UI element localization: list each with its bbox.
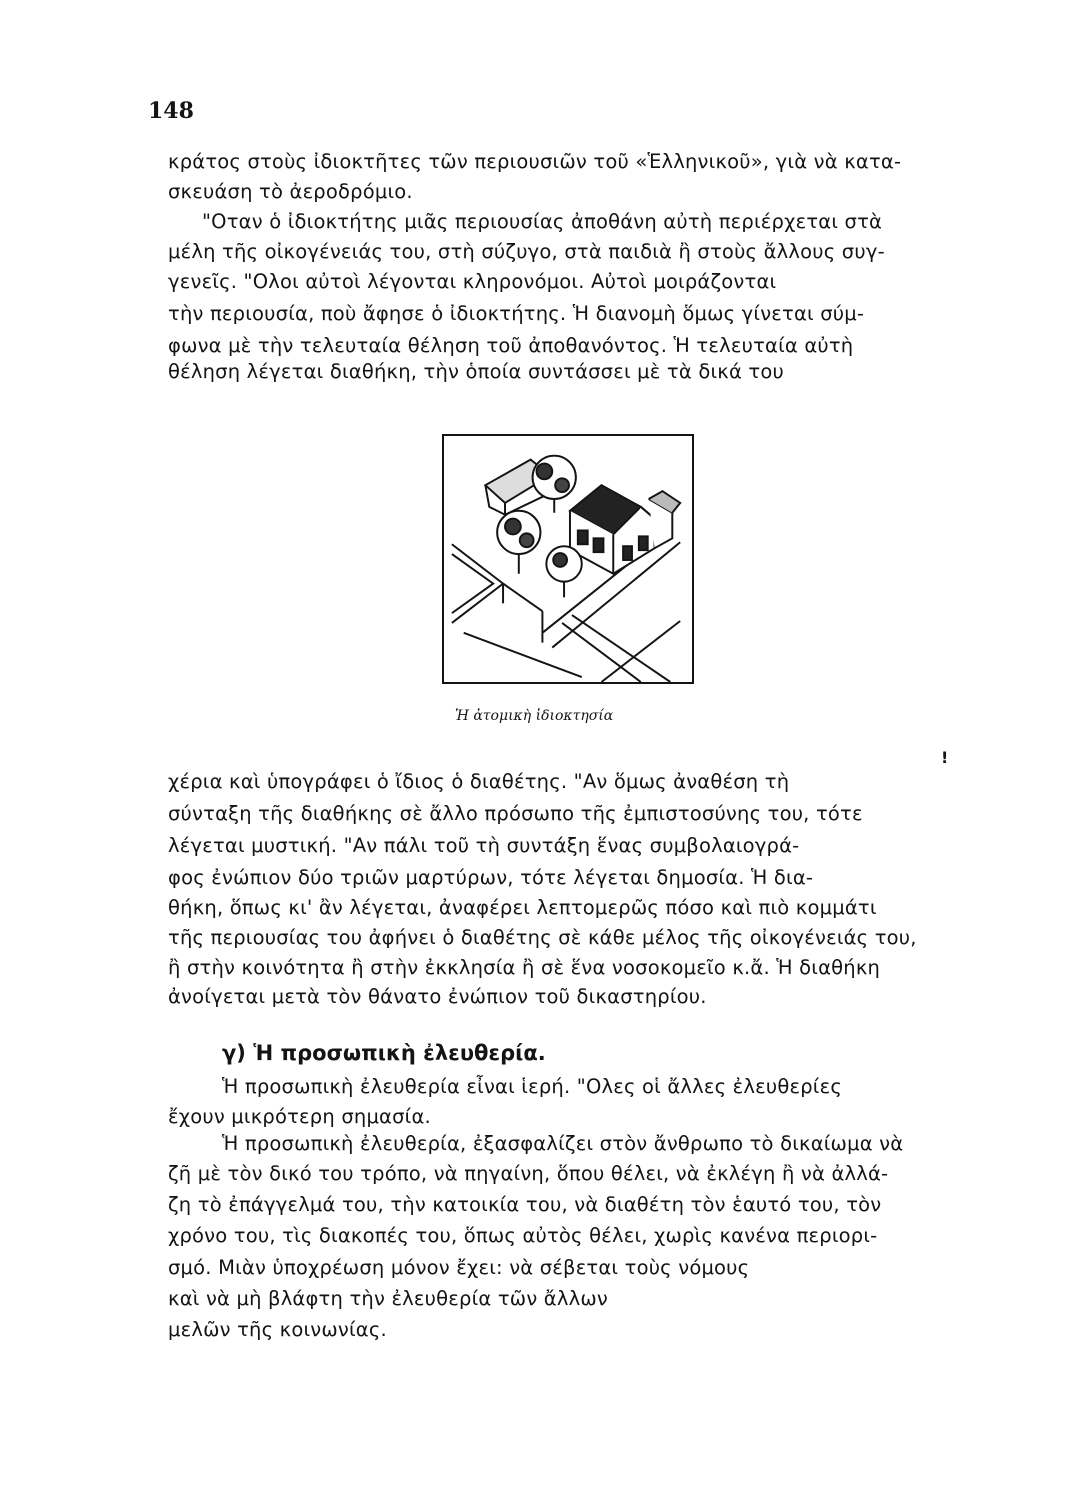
text-line: ἔχουν μικρότερη σημασία. xyxy=(168,1105,431,1128)
text-line: ζη τὸ ἐπάγγελμά του, τὴν κατοικία του, νὰ διαθέτη τὸν ἑαυτό του, τὸν xyxy=(168,1193,882,1216)
text-line: χρόνο του, τὶς διακοπές του, ὅπως αὐτὸς θέλει, χωρὶς κανένα περιορι- xyxy=(168,1224,878,1247)
section-heading: γ) Ἡ προσωπικὴ ἐλευθερία. xyxy=(222,1041,546,1065)
text-line: χέρια καὶ ὑπογράφει ὁ ἴδιος ὁ διαθέτης. "Αν ὅμως ἀναθέση τὴ xyxy=(168,770,790,793)
text-line: σκευάση τὸ ἀεροδρόμιο. xyxy=(168,180,413,203)
text-line: θήκη, ὅπως κι' ἂν λέγεται, ἀναφέρει λεπτομερῶς πόσο καὶ πιὸ κομμάτι xyxy=(168,896,877,919)
text-line: "Οταν ὁ ἰδιοκτήτης μιᾶς περιουσίας ἀποθάνη αὐτὴ περιέρχεται στὰ xyxy=(202,210,883,233)
house-illustration xyxy=(442,434,694,684)
page-number: 148 xyxy=(148,98,194,124)
text-line: θέληση λέγεται διαθήκη, τὴν ὁποία συντάσσει μὲ τὰ δικά του xyxy=(168,360,784,383)
figure-caption: Ἡ ἀτομικὴ ἰδιοκτησία xyxy=(455,708,614,724)
text-line: μέλη τῆς οἰκογένειάς του, στὴ σύζυγο, στὰ παιδιὰ ἢ στοὺς ἄλλους συγ- xyxy=(168,240,885,263)
text-line: σμό. Μιὰν ὑποχρέωση μόνον ἔχει: νὰ σέβεται τοὺς νόμους xyxy=(168,1256,750,1279)
text-line: γενεῖς. "Ολοι αὐτοὶ λέγονται κληρονόμοι. Αὐτοὶ μοιράζονται xyxy=(168,270,777,293)
text-line: τὴν περιουσία, ποὺ ἄφησε ὁ ἰδιοκτήτης. Ἡ διανομὴ ὅμως γίνεται σύμ- xyxy=(168,302,865,325)
text-line: ζῆ μὲ τὸν δικό του τρόπο, νὰ πηγαίνη, ὅπου θέλει, νὰ ἐκλέγη ἢ νὰ ἀλλά- xyxy=(168,1162,889,1185)
text-line: Ἡ προσωπικὴ ἐλευθερία, ἐξασφαλίζει στὸν ἄνθρωπο τὸ δικαίωμα νὰ xyxy=(222,1132,904,1155)
text-line: φωνα μὲ τὴν τελευταία θέληση τοῦ ἀποθανόντος. Ἡ τελευταία αὐτὴ xyxy=(168,334,854,357)
margin-mark: ! xyxy=(941,748,949,767)
text-line: Ἡ προσωπικὴ ἐλευθερία εἶναι ἱερή. "Ολες οἱ ἄλλες ἐλευθερίες xyxy=(222,1075,842,1098)
text-line: ἢ στὴν κοινότητα ἢ στὴν ἐκκλησία ἢ σὲ ἕνα νοσοκομεῖο κ.ἄ. Ἡ διαθήκη xyxy=(168,956,881,979)
house-drawing xyxy=(444,436,692,682)
text-line: κράτος στοὺς ἰδιοκτῆτες τῶν περιουσιῶν τοῦ «Ἑλληνικοῦ», γιὰ νὰ κατα- xyxy=(168,150,902,173)
text-line: φος ἐνώπιον δύο τριῶν μαρτύρων, τότε λέγεται δημοσία. Ἡ δια- xyxy=(168,866,814,889)
text-line: σύνταξη τῆς διαθήκης σὲ ἄλλο πρόσωπο τῆς ἐμπιστοσύνης του, τότε xyxy=(168,802,863,825)
text-line: ἀνοίγεται μετὰ τὸν θάνατο ἐνώπιον τοῦ δικαστηρίου. xyxy=(168,985,707,1008)
text-line: λέγεται μυστική. "Αν πάλι τοῦ τὴ συντάξη ἕνας συμβολαιογρά- xyxy=(168,834,800,857)
text-line: μελῶν τῆς κοινωνίας. xyxy=(168,1318,387,1341)
text-line: καὶ νὰ μὴ βλάφτη τὴν ἐλευθερία τῶν ἄλλων xyxy=(168,1287,608,1310)
text-line: τῆς περιουσίας του ἀφήνει ὁ διαθέτης σὲ κάθε μέλος τῆς οἰκογένειάς του, xyxy=(168,926,917,949)
